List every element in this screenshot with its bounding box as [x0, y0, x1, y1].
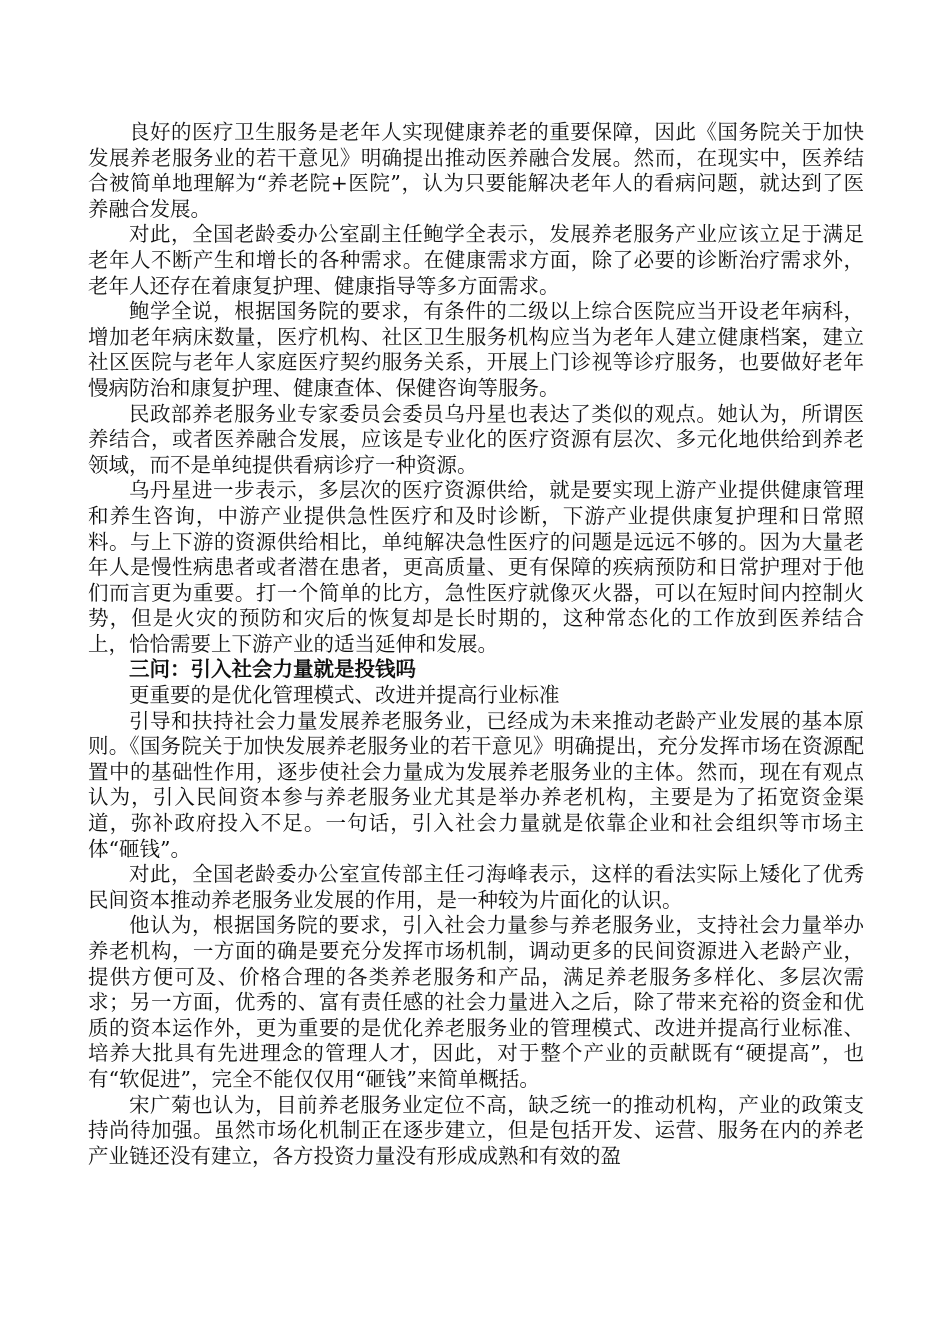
- paragraph-social-forces-benefits: 他认为，根据国务院的要求，引入社会力量参与养老服务业，支持社会力量举办养老机构，一方面的确是要充分发挥市场机制，调动更多的民间资源进入老龄产业，提供方便可及、价格合理的各类养老服务和产品，满足养老服务多样化、多层次需求；另一方面，优秀的、富有责任感的社会力量进入之后，除了带来充裕的资金和优质的资本运作外，更为重要的是优化养老服务业的管理模式、改进并提高行业标准、培养大批具有先进理念的管理人才，因此，对于整个产业的贡献既有“硬提高”，也有“软促进”，完全不能仅仅用“砸钱”来简单概括。: [88, 913, 864, 1091]
- paragraph-wu-danxing-view: 民政部养老服务业专家委员会委员乌丹星也表达了类似的观点。她认为，所谓医养结合，或者医养融合发展，应该是专业化的医疗资源有层次、多元化地供给到养老领域，而不是单纯提供看病诊疗一种资源。: [88, 401, 864, 477]
- paragraph-bao-xuequan-needs: 对此，全国老龄委办公室副主任鲍学全表示，发展养老服务产业应该立足于满足老年人不断产生和增长的各种需求。在健康需求方面，除了必要的诊断治疗需求外，老年人还存在着康复护理、健康指导等多方面需求。: [88, 222, 864, 298]
- paragraph-diao-haifeng-view: 对此，全国老龄委办公室宣传部主任刁海峰表示，这样的看法实际上矮化了优秀民间资本推动养老服务业发展的作用，是一种较为片面化的认识。: [88, 862, 864, 912]
- paragraph-medical-integration-intro: 良好的医疗卫生服务是老年人实现健康养老的重要保障，因此《国务院关于加快发展养老服务业的若干意见》明确提出推动医养融合发展。然而，在现实中，医养结合被简单地理解为“养老院+医院”，认为只要能解决老年人的看病问题，就达到了医养融合发展。: [88, 120, 864, 221]
- section-heading: 三问：引入社会力量就是投钱吗: [129, 657, 416, 682]
- section-subheading: 更重要的是优化管理模式、改进并提高行业标准: [129, 683, 560, 708]
- paragraph-song-guangju-view: 宋广菊也认为，目前养老服务业定位不高，缺乏统一的推动机构，产业的政策支持尚待加强。虽然市场化机制正在逐步建立，但是包括开发、运营、服务在内的养老产业链还没有建立，各方投资力量没有形成成熟和有效的盈: [88, 1092, 864, 1168]
- document-page: [88, 120, 864, 1169]
- paragraph-bao-xuequan-requirements: 鲍学全说，根据国务院的要求，有条件的二级以上综合医院应当开设老年病科，增加老年病床数量，医疗机构、社区卫生服务机构应当为老年人建立健康档案，建立社区医院与老年人家庭医疗契约服务关系，开展上门诊视等诊疗服务，也要做好老年慢病防治和康复护理、健康查体、保健咨询等服务。: [88, 299, 864, 400]
- paragraph-wu-danxing-multilevel: 乌丹星进一步表示，多层次的医疗资源供给，就是要实现上游产业提供健康管理和养生咨询，中游产业提供急性医疗和及时诊断，下游产业提供康复护理和日常照料。与上下游的资源供给相比，单纯解决急性医疗的问题是远远不够的。因为大量老年人是慢性病患者或者潜在患者，更高质量、更有保障的疾病预防和日常护理对于他们而言更为重要。打一个简单的比方，急性医疗就像灭火器，可以在短时间内控制火势，但是火灾的预防和灾后的恢复却是长时期的，这种常态化的工作放到医养结合上，恰恰需要上下游产业的适当延伸和发展。: [88, 478, 864, 656]
- paragraph-social-forces-principle: 引导和扶持社会力量发展养老服务业，已经成为未来推动老龄产业发展的基本原则。《国务院关于加快发展养老服务业的若干意见》明确提出，充分发挥市场在资源配置中的基础性作用，逐步使社会力量成为发展养老服务业的主体。然而，现在有观点认为，引入民间资本参与养老服务业尤其是举办养老机构，主要是为了拓宽资金渠道，弥补政府投入不足。一句话，引入社会力量就是依靠企业和社会组织等市场主体“砸钱”。: [88, 708, 864, 861]
